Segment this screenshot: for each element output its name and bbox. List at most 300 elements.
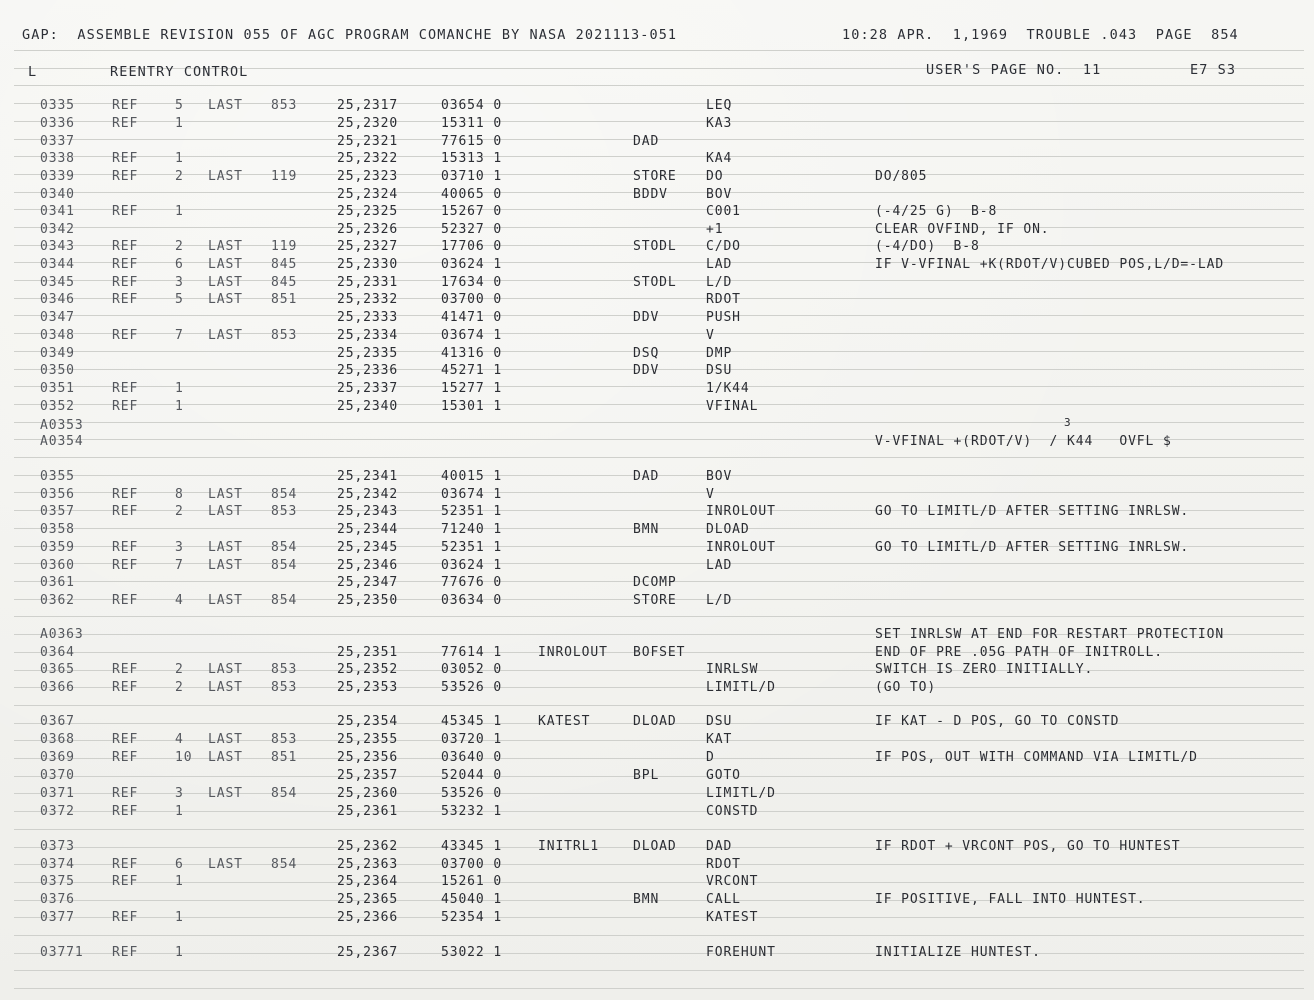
row-line: 0347 — [40, 310, 75, 325]
row-last: LAST — [208, 239, 243, 254]
row-addr: 25,2322 — [337, 151, 399, 166]
row-line: 0373 — [40, 839, 75, 854]
row-op: STORE — [633, 169, 677, 184]
row-ref: REF — [112, 239, 139, 254]
row-op: DSQ — [633, 346, 660, 361]
row-n: 1 — [175, 399, 184, 414]
row-pg: 853 — [271, 328, 298, 343]
row-op: BPL — [633, 768, 660, 783]
row-operand: DSU — [706, 363, 733, 378]
paper-rule — [14, 811, 1304, 812]
row-n: 2 — [175, 680, 184, 695]
row-ref: REF — [112, 328, 139, 343]
row-last: LAST — [208, 540, 243, 555]
row-ref: REF — [112, 151, 139, 166]
row-ref: REF — [112, 750, 139, 765]
row-op: DDV — [633, 310, 660, 325]
row-pg: 853 — [271, 504, 298, 519]
row-line: 0335 — [40, 98, 75, 113]
row-operand: V — [706, 328, 715, 343]
paper-rule — [14, 882, 1304, 883]
row-comment: INITIALIZE HUNTEST. — [875, 945, 1041, 960]
row-n: 1 — [175, 874, 184, 889]
row-word: 45271 1 — [441, 363, 503, 378]
row-op: DLOAD — [633, 714, 677, 729]
row-line: 0342 — [40, 222, 75, 237]
row-op: DAD — [633, 134, 660, 149]
row-comment: V-VFINAL +(RDOT/V) / K44 OVFL $ — [875, 434, 1172, 449]
row-op: BDDV — [633, 187, 668, 202]
row-word: 03720 1 — [441, 732, 503, 747]
row-ref: REF — [112, 662, 139, 677]
row-operand: C/DO — [706, 239, 741, 254]
row-word: 53232 1 — [441, 804, 503, 819]
row-n: 1 — [175, 910, 184, 925]
row-n: 1 — [175, 116, 184, 131]
row-word: 52327 0 — [441, 222, 503, 237]
row-ref: REF — [112, 204, 139, 219]
row-word: 03674 1 — [441, 487, 503, 502]
row-addr: 25,2367 — [337, 945, 399, 960]
row-line: 0371 — [40, 786, 75, 801]
row-addr: 25,2324 — [337, 187, 399, 202]
row-last: LAST — [208, 169, 243, 184]
row-line: 0345 — [40, 275, 75, 290]
row-op: DLOAD — [633, 839, 677, 854]
row-operand: PUSH — [706, 310, 741, 325]
row-word: 53526 0 — [441, 680, 503, 695]
time-and-page-info: 10:28 APR. 1,1969 TROUBLE .043 PAGE 854 — [842, 27, 1239, 43]
row-addr: 25,2351 — [337, 645, 399, 660]
paper-rule — [14, 829, 1304, 830]
row-word: 45040 1 — [441, 892, 503, 907]
row-operand: +1 — [706, 222, 724, 237]
row-word: 40065 0 — [441, 187, 503, 202]
row-line: 0372 — [40, 804, 75, 819]
row-tag: INITRL1 — [538, 839, 600, 854]
row-word: 15311 0 — [441, 116, 503, 131]
row-n: 10 — [175, 750, 193, 765]
row-line: A0353 — [40, 418, 84, 433]
row-comment: CLEAR OVFIND, IF ON. — [875, 222, 1050, 237]
row-addr: 25,2352 — [337, 662, 399, 677]
row-word: 17706 0 — [441, 239, 503, 254]
row-addr: 25,2361 — [337, 804, 399, 819]
row-addr: 25,2320 — [337, 116, 399, 131]
row-n: 7 — [175, 328, 184, 343]
row-comment: (-4/25 G) B-8 — [875, 204, 998, 219]
row-n: 5 — [175, 292, 184, 307]
row-comment: SWITCH IS ZERO INITIALLY. — [875, 662, 1094, 677]
row-operand: DLOAD — [706, 522, 750, 537]
row-addr: 25,2347 — [337, 575, 399, 590]
row-operand: LIMITL/D — [706, 786, 776, 801]
row-word: 15277 1 — [441, 381, 503, 396]
row-line: A0363 — [40, 627, 84, 642]
row-word: 41471 0 — [441, 310, 503, 325]
row-last: LAST — [208, 732, 243, 747]
assembly-header-line: GAP: ASSEMBLE REVISION 055 OF AGC PROGRAM COMANCHE BY NASA 2021113-051 — [22, 27, 678, 43]
row-line: 0361 — [40, 575, 75, 590]
row-word: 53526 0 — [441, 786, 503, 801]
row-word: 03640 0 — [441, 750, 503, 765]
row-line: 0376 — [40, 892, 75, 907]
row-pg: 853 — [271, 662, 298, 677]
row-word: 71240 1 — [441, 522, 503, 537]
row-ref: REF — [112, 169, 139, 184]
row-last: LAST — [208, 328, 243, 343]
row-addr: 25,2356 — [337, 750, 399, 765]
row-n: 1 — [175, 204, 184, 219]
row-operand: KA3 — [706, 116, 733, 131]
row-ref: REF — [112, 381, 139, 396]
row-line: 0367 — [40, 714, 75, 729]
section-title: REENTRY CONTROL — [110, 64, 249, 80]
row-word: 77615 0 — [441, 134, 503, 149]
row-last: LAST — [208, 680, 243, 695]
row-line: 0369 — [40, 750, 75, 765]
paper-rule — [14, 457, 1304, 458]
row-n: 2 — [175, 662, 184, 677]
row-operand: RDOT — [706, 857, 741, 872]
row-ref: REF — [112, 804, 139, 819]
row-pg: 853 — [271, 680, 298, 695]
row-operand: D — [706, 750, 715, 765]
row-last: LAST — [208, 504, 243, 519]
row-tag: INROLOUT — [538, 645, 608, 660]
row-ref: REF — [112, 399, 139, 414]
row-line: 0336 — [40, 116, 75, 131]
row-ref: REF — [112, 504, 139, 519]
row-ref: REF — [112, 487, 139, 502]
row-word: 03052 0 — [441, 662, 503, 677]
row-operand: C001 — [706, 204, 741, 219]
row-ref: REF — [112, 945, 139, 960]
row-last: LAST — [208, 487, 243, 502]
row-line: 03771 — [40, 945, 84, 960]
row-op: STODL — [633, 239, 677, 254]
row-operand: DAD — [706, 839, 733, 854]
paper-rule — [14, 121, 1304, 122]
row-word: 15301 1 — [441, 399, 503, 414]
row-addr: 25,2346 — [337, 558, 399, 573]
paper-rule — [14, 85, 1304, 86]
row-ref: REF — [112, 680, 139, 695]
row-line: 0357 — [40, 504, 75, 519]
row-pg: 854 — [271, 786, 298, 801]
row-operand: 1/K44 — [706, 381, 750, 396]
users-page-number: USER'S PAGE NO. 11 — [926, 62, 1102, 78]
row-word: 52351 1 — [441, 540, 503, 555]
paper-rule — [14, 422, 1304, 423]
row-word: 52351 1 — [441, 504, 503, 519]
row-n: 1 — [175, 151, 184, 166]
row-pg: 854 — [271, 540, 298, 555]
row-addr: 25,2331 — [337, 275, 399, 290]
row-n: 6 — [175, 257, 184, 272]
row-line: 0359 — [40, 540, 75, 555]
row-addr: 25,2342 — [337, 487, 399, 502]
row-ref: REF — [112, 257, 139, 272]
row-last: LAST — [208, 786, 243, 801]
row-line: 0360 — [40, 558, 75, 573]
paper-rule — [14, 953, 1304, 954]
page-code: E7 S3 — [1190, 62, 1237, 78]
row-pg: 845 — [271, 275, 298, 290]
paper-rule — [14, 404, 1304, 405]
paper-rule — [14, 50, 1304, 51]
row-n: 1 — [175, 381, 184, 396]
row-operand: FOREHUNT — [706, 945, 776, 960]
row-word: 52354 1 — [441, 910, 503, 925]
row-op: STORE — [633, 593, 677, 608]
row-op: DAD — [633, 469, 660, 484]
row-addr: 25,2323 — [337, 169, 399, 184]
paper-rule — [14, 935, 1304, 936]
row-line: 0364 — [40, 645, 75, 660]
row-comment: IF KAT - D POS, GO TO CONSTD — [875, 714, 1120, 729]
row-addr: 25,2362 — [337, 839, 399, 854]
row-comment: IF V-VFINAL +K(RDOT/V)CUBED POS,L/D=-LAD — [875, 257, 1225, 272]
row-operand: DO — [706, 169, 724, 184]
row-operand: DSU — [706, 714, 733, 729]
row-tag: KATEST — [538, 714, 591, 729]
row-pg: 854 — [271, 487, 298, 502]
row-ref: REF — [112, 874, 139, 889]
row-line: 0366 — [40, 680, 75, 695]
row-n: 4 — [175, 593, 184, 608]
row-comment: (-4/DO) B-8 — [875, 239, 980, 254]
row-addr: 25,2317 — [337, 98, 399, 113]
row-line: 0338 — [40, 151, 75, 166]
row-addr: 25,2333 — [337, 310, 399, 325]
row-operand: LIMITL/D — [706, 680, 776, 695]
row-line: 0377 — [40, 910, 75, 925]
row-pg: 119 — [271, 239, 298, 254]
row-operand: CALL — [706, 892, 741, 907]
row-line: 0351 — [40, 381, 75, 396]
row-operand: VRCONT — [706, 874, 759, 889]
row-last: LAST — [208, 558, 243, 573]
row-ref: REF — [112, 786, 139, 801]
row-line: 0356 — [40, 487, 75, 502]
row-operand: CONSTD — [706, 804, 759, 819]
row-addr: 25,2350 — [337, 593, 399, 608]
row-word: 17634 0 — [441, 275, 503, 290]
row-line: 0375 — [40, 874, 75, 889]
row-addr: 25,2321 — [337, 134, 399, 149]
row-word: 03624 1 — [441, 558, 503, 573]
row-operand: INRLSW — [706, 662, 759, 677]
row-comment: (GO TO) — [875, 680, 937, 695]
row-n: 2 — [175, 169, 184, 184]
row-pg: 854 — [271, 558, 298, 573]
row-pg: 119 — [271, 169, 298, 184]
row-word: 03674 1 — [441, 328, 503, 343]
row-ref: REF — [112, 292, 139, 307]
row-line: 0350 — [40, 363, 75, 378]
row-last: LAST — [208, 292, 243, 307]
row-operand: GOTO — [706, 768, 741, 783]
row-line: 0365 — [40, 662, 75, 677]
row-word: 15261 0 — [441, 874, 503, 889]
paper-rule — [14, 616, 1304, 617]
row-last: LAST — [208, 662, 243, 677]
row-addr: 25,2332 — [337, 292, 399, 307]
row-line: 0349 — [40, 346, 75, 361]
row-word: 03634 0 — [441, 593, 503, 608]
row-ref: REF — [112, 593, 139, 608]
row-word: 43345 1 — [441, 839, 503, 854]
row-last: LAST — [208, 275, 243, 290]
row-word: 15313 1 — [441, 151, 503, 166]
row-ref: REF — [112, 98, 139, 113]
row-line: A0354 — [40, 434, 84, 449]
row-ref: REF — [112, 116, 139, 131]
row-line: 0344 — [40, 257, 75, 272]
row-n: 2 — [175, 504, 184, 519]
row-operand: KAT — [706, 732, 733, 747]
row-operand: BOV — [706, 469, 733, 484]
row-addr: 25,2357 — [337, 768, 399, 783]
row-n: 1 — [175, 945, 184, 960]
row-op: DDV — [633, 363, 660, 378]
row-line: 0339 — [40, 169, 75, 184]
row-last: LAST — [208, 857, 243, 872]
row-line: 0341 — [40, 204, 75, 219]
row-op: BMN — [633, 892, 660, 907]
row-addr: 25,2330 — [337, 257, 399, 272]
row-word: 15267 0 — [441, 204, 503, 219]
cube-superscript: 3 — [1064, 416, 1071, 429]
row-addr: 25,2345 — [337, 540, 399, 555]
row-operand: KA4 — [706, 151, 733, 166]
row-pg: 853 — [271, 732, 298, 747]
row-addr: 25,2354 — [337, 714, 399, 729]
row-operand: INROLOUT — [706, 540, 776, 555]
paper-rule — [14, 386, 1304, 387]
section-letter: L — [28, 64, 38, 80]
row-last: LAST — [208, 98, 243, 113]
row-word: 53022 1 — [441, 945, 503, 960]
paper-rule — [14, 970, 1304, 971]
row-ref: REF — [112, 857, 139, 872]
row-comment: IF RDOT + VRCONT POS, GO TO HUNTEST — [875, 839, 1181, 854]
row-word: 41316 0 — [441, 346, 503, 361]
row-word: 03710 1 — [441, 169, 503, 184]
row-comment: IF POSITIVE, FALL INTO HUNTEST. — [875, 892, 1146, 907]
row-pg: 851 — [271, 750, 298, 765]
row-comment: IF POS, OUT WITH COMMAND VIA LIMITL/D — [875, 750, 1198, 765]
row-operand: DMP — [706, 346, 733, 361]
row-word: 03654 0 — [441, 98, 503, 113]
row-addr: 25,2363 — [337, 857, 399, 872]
row-op: BOFSET — [633, 645, 686, 660]
row-line: 0337 — [40, 134, 75, 149]
row-operand: L/D — [706, 275, 733, 290]
row-pg: 854 — [271, 593, 298, 608]
row-last: LAST — [208, 593, 243, 608]
row-ref: REF — [112, 910, 139, 925]
paper-rule — [14, 156, 1304, 157]
row-operand: KATEST — [706, 910, 759, 925]
row-line: 0343 — [40, 239, 75, 254]
row-pg: 854 — [271, 857, 298, 872]
row-operand: INROLOUT — [706, 504, 776, 519]
row-line: 0355 — [40, 469, 75, 484]
row-comment: GO TO LIMITL/D AFTER SETTING INRLSW. — [875, 504, 1190, 519]
row-pg: 853 — [271, 98, 298, 113]
row-op: BMN — [633, 522, 660, 537]
row-ref: REF — [112, 275, 139, 290]
row-pg: 851 — [271, 292, 298, 307]
row-comment: END OF PRE .05G PATH OF INITROLL. — [875, 645, 1163, 660]
row-line: 0348 — [40, 328, 75, 343]
row-word: 03700 0 — [441, 292, 503, 307]
row-n: 8 — [175, 487, 184, 502]
row-operand: V — [706, 487, 715, 502]
paper-rule — [14, 988, 1304, 989]
row-n: 3 — [175, 540, 184, 555]
paper-rule — [14, 705, 1304, 706]
row-comment: GO TO LIMITL/D AFTER SETTING INRLSW. — [875, 540, 1190, 555]
row-word: 77614 1 — [441, 645, 503, 660]
row-last: LAST — [208, 257, 243, 272]
row-addr: 25,2337 — [337, 381, 399, 396]
row-addr: 25,2343 — [337, 504, 399, 519]
row-addr: 25,2344 — [337, 522, 399, 537]
row-ref: REF — [112, 732, 139, 747]
row-addr: 25,2355 — [337, 732, 399, 747]
row-line: 0340 — [40, 187, 75, 202]
row-ref: REF — [112, 558, 139, 573]
row-addr: 25,2364 — [337, 874, 399, 889]
row-addr: 25,2360 — [337, 786, 399, 801]
row-operand: BOV — [706, 187, 733, 202]
row-line: 0368 — [40, 732, 75, 747]
row-word: 45345 1 — [441, 714, 503, 729]
row-n: 1 — [175, 804, 184, 819]
row-n: 7 — [175, 558, 184, 573]
row-n: 6 — [175, 857, 184, 872]
row-line: 0358 — [40, 522, 75, 537]
row-line: 0352 — [40, 399, 75, 414]
row-addr: 25,2325 — [337, 204, 399, 219]
row-line: 0370 — [40, 768, 75, 783]
row-ref: REF — [112, 540, 139, 555]
row-comment: DO/805 — [875, 169, 928, 184]
row-word: 03700 0 — [441, 857, 503, 872]
row-addr: 25,2335 — [337, 346, 399, 361]
row-addr: 25,2365 — [337, 892, 399, 907]
row-operand: L/D — [706, 593, 733, 608]
paper-rule — [14, 227, 1304, 228]
row-n: 4 — [175, 732, 184, 747]
row-n: 3 — [175, 786, 184, 801]
row-addr: 25,2340 — [337, 399, 399, 414]
row-line: 0346 — [40, 292, 75, 307]
row-pg: 845 — [271, 257, 298, 272]
row-addr: 25,2336 — [337, 363, 399, 378]
paper-rule — [14, 209, 1304, 210]
row-operand: LEQ — [706, 98, 733, 113]
row-addr: 25,2353 — [337, 680, 399, 695]
row-word: 52044 0 — [441, 768, 503, 783]
row-last: LAST — [208, 750, 243, 765]
row-comment: SET INRLSW AT END FOR RESTART PROTECTION — [875, 627, 1225, 642]
row-operand: VFINAL — [706, 399, 759, 414]
row-word: 03624 1 — [441, 257, 503, 272]
